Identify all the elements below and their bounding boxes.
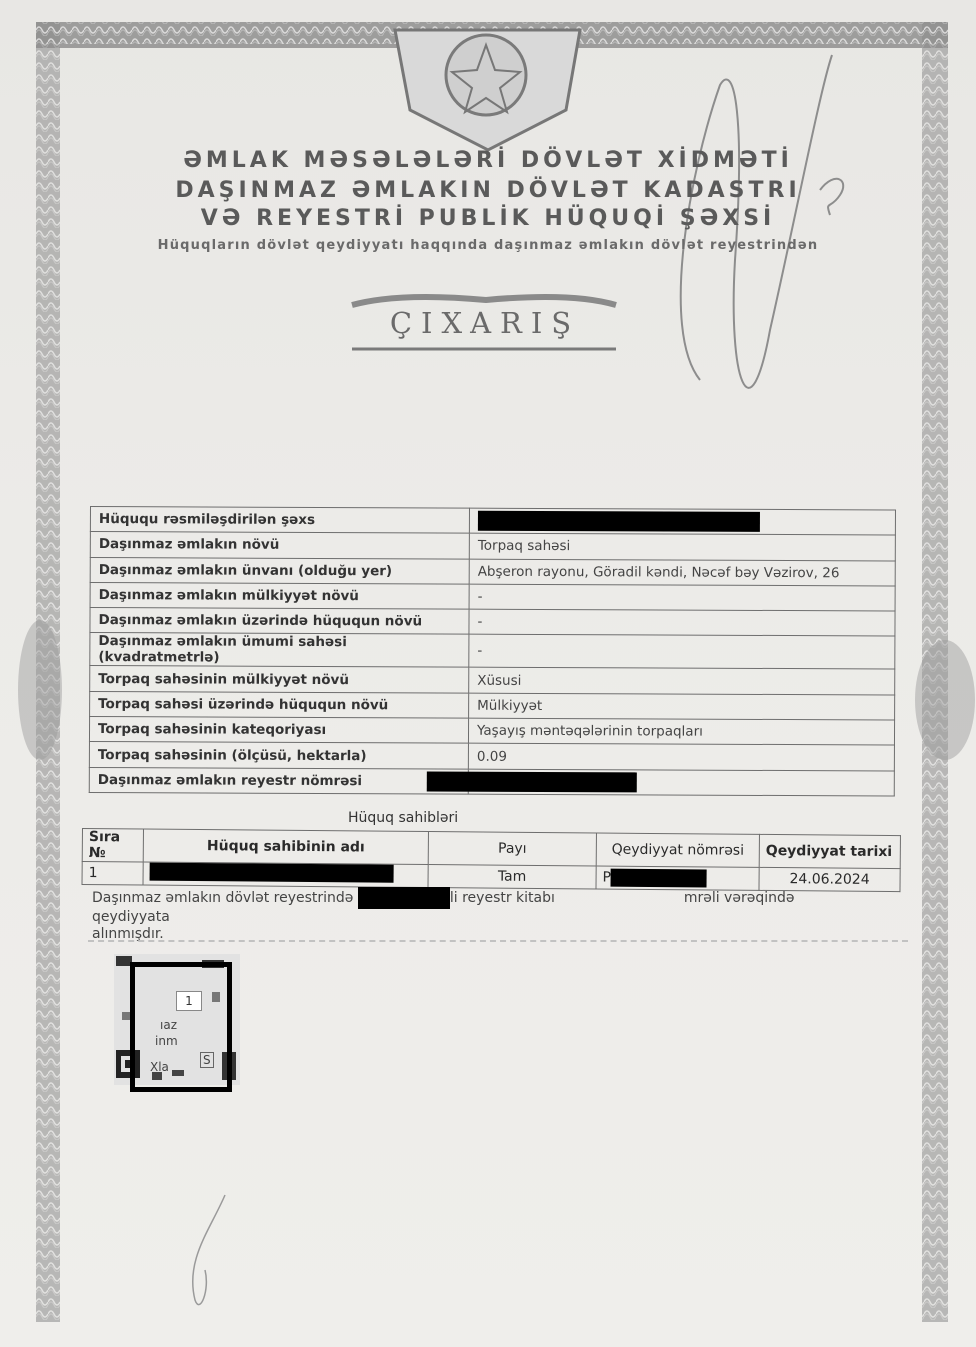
- property-row: [90, 532, 895, 561]
- org-name-line3: VƏ REYESTRİ PUBLİK HÜQUQİ ŞƏXSİ: [200, 206, 776, 231]
- property-value: 0.09: [468, 744, 894, 771]
- property-label: Hüququ rəsmiləşdirilən şəxs: [90, 507, 469, 534]
- footer-part1: Daşınmaz əmlakın dövlət reyestrində: [92, 890, 354, 906]
- property-row: [90, 582, 895, 611]
- owner-reg-date: 24.06.2024: [759, 867, 900, 891]
- owner-name-cell: [143, 862, 428, 887]
- property-label: Torpaq sahəsinin kateqoriyası: [89, 717, 468, 744]
- property-label: Daşınmaz əmlakın üzərində hüququn növü: [90, 608, 469, 635]
- right-ornament: [915, 640, 975, 760]
- property-row: [90, 633, 895, 670]
- property-row: [89, 767, 894, 796]
- property-value: Torpaq sahəsi: [469, 533, 895, 560]
- property-row: [89, 717, 894, 746]
- property-label: Daşınmaz əmlakın növü: [90, 532, 469, 559]
- stamp-text-4: S: [200, 1052, 214, 1068]
- header-owner-name: Hüquq sahibinin adı: [143, 829, 428, 864]
- property-value: [468, 769, 894, 796]
- footer-part3: mrəli vərəqində qeydiyyata: [92, 890, 795, 925]
- property-value: [469, 508, 895, 535]
- stamp-number: 1: [176, 991, 202, 1011]
- property-row: [89, 742, 894, 771]
- header-reg-no: Qeydiyyat nömrəsi: [596, 833, 759, 867]
- redaction-block: [150, 863, 394, 883]
- owners-section-title: Hüquq sahibləri: [348, 810, 459, 826]
- property-label: Torpaq sahəsinin mülkiyyət növü: [90, 666, 469, 693]
- stamp-text-1: ıaz: [160, 1018, 177, 1032]
- property-row: [90, 691, 895, 720]
- stamp-text-3: Xla: [150, 1060, 169, 1074]
- property-row: [90, 666, 895, 695]
- property-row: [90, 557, 895, 586]
- property-value: -: [469, 609, 895, 636]
- header-reg-date: Qeydiyyat tarixi: [759, 834, 900, 868]
- handwritten-mark-bottom: [193, 1195, 225, 1305]
- redaction-block: [478, 511, 760, 532]
- property-label: Daşınmaz əmlakın ünvanı (olduğu yer): [90, 557, 469, 584]
- owner-share: Tam: [428, 865, 596, 889]
- property-value: -: [469, 584, 895, 611]
- document-subtitle: Hüquqların dövlət qeydiyyatı haqqında daşınmaz əmlakın dövlət reyestrindən: [157, 238, 819, 253]
- redaction-block: [427, 771, 637, 792]
- org-name-line2: DAŞINMAZ ƏMLAKIN DÖVLƏT KADASTRI: [175, 178, 801, 203]
- owner-no: 1: [82, 862, 143, 886]
- footer-part2: li reyestr kitabı: [449, 890, 555, 906]
- header-no: Sıra №: [82, 829, 143, 863]
- property-label: Torpaq sahəsinin (ölçüsü, hektarla): [89, 742, 468, 769]
- property-row: [90, 608, 895, 637]
- header-share: Payı: [428, 832, 596, 866]
- property-label: Daşınmaz əmlakın mülkiyyət növü: [90, 582, 469, 609]
- property-value: Mülkiyyət: [469, 693, 895, 720]
- stamp-text-2: inm: [155, 1034, 178, 1048]
- redaction-frame: [130, 962, 232, 1092]
- property-value: -: [469, 635, 895, 670]
- property-info-table: [89, 506, 896, 796]
- property-label: Torpaq sahəsi üzərində hüququn növü: [90, 691, 469, 718]
- owners-table: [82, 828, 901, 892]
- footer-part4: alınmışdır.: [92, 926, 164, 942]
- left-ornament: [18, 620, 62, 760]
- owner-reg-no-prefix: P: [602, 869, 612, 886]
- property-value: Yaşayış məntəqələrinin torpaqları: [468, 718, 894, 745]
- property-value: Abşeron rayonu, Göradil kəndi, Nəcəf bəy Vəzirov, 26: [469, 559, 895, 586]
- org-name-line1: ƏMLAK MƏSƏLƏLƏRİ DÖVLƏT XİDMƏTİ: [183, 148, 793, 173]
- property-label: Daşınmaz əmlakın reyestr nömrəsi: [89, 767, 468, 794]
- property-value: Xüsusi: [469, 668, 895, 695]
- property-label: Daşınmaz əmlakın ümumi sahəsi (kvadratmetrlə): [90, 633, 469, 668]
- title-ornament-top: [352, 297, 616, 305]
- property-row: [90, 507, 895, 536]
- redaction-block: [611, 869, 707, 888]
- dashed-separator: [88, 940, 908, 942]
- redaction-block: [358, 887, 450, 909]
- footer-note: [92, 887, 862, 943]
- document-title: ÇIXARIŞ: [389, 306, 581, 340]
